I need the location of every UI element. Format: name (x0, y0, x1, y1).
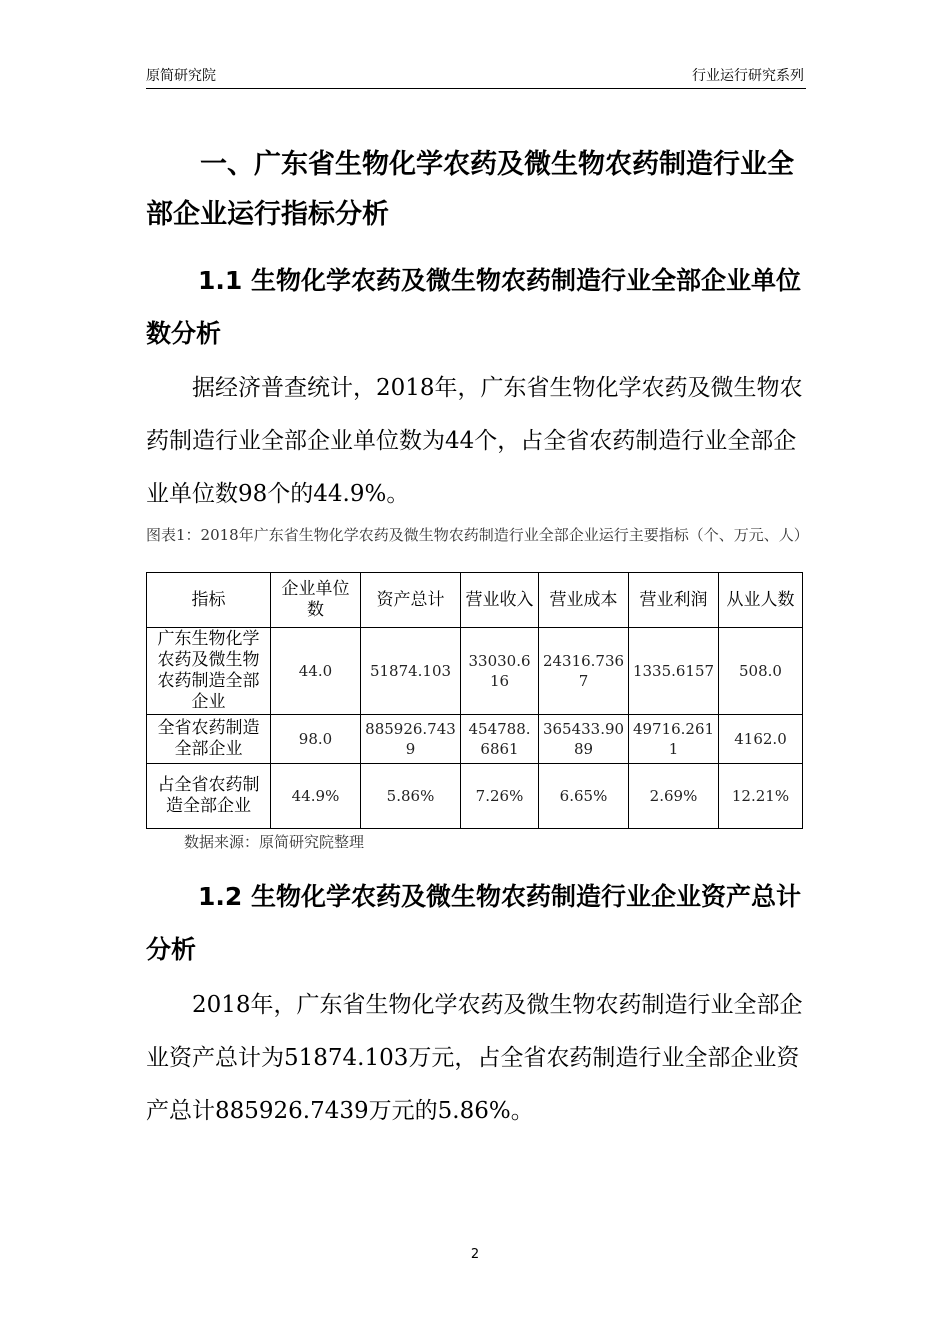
table-cell: 4162.0 (719, 715, 803, 764)
table-cell: 7.26% (461, 764, 539, 829)
table-header-cell: 企业单位数 (271, 573, 361, 628)
table-header-cell: 营业成本 (539, 573, 629, 628)
section-1-1-paragraph: 据经济普查统计，2018年，广东省生物化学农药及微生物农药制造行业全部企业单位数为44个，占全省农药制造行业全部企业单位数98个的44.9%。 (146, 375, 803, 507)
table-row (147, 764, 803, 829)
table-caption: 图表1：2018年广东省生物化学农药及微生物农药制造行业全部企业运行主要指标（个、万元、人） (146, 526, 809, 544)
header-divider (146, 88, 806, 89)
table-cell: 508.0 (719, 628, 803, 715)
table-header-row (147, 573, 803, 628)
page-number: 2 (470, 1247, 480, 1262)
table-cell: 33030.616 (461, 628, 539, 715)
table-cell: 6.65% (539, 764, 629, 829)
header-org-name: 原简研究院 (146, 68, 216, 84)
table-cell: 51874.103 (361, 628, 461, 715)
table-cell: 44.9% (271, 764, 361, 829)
table-header-cell: 指标 (147, 573, 271, 628)
table-row (147, 715, 803, 764)
table-cell: 12.21% (719, 764, 803, 829)
header-series-name: 行业运行研究系列 (692, 68, 804, 84)
table-cell: 885926.7439 (361, 715, 461, 764)
table-row (147, 628, 803, 715)
section-1-2-paragraph: 2018年，广东省生物化学农药及微生物农药制造行业全部企业资产总计为51874.103万元，占全省农药制造行业全部企业资产总计885926.7439万元的5.86%。 (146, 992, 803, 1124)
table-cell: 49716.2611 (629, 715, 719, 764)
table-cell: 1335.6157 (629, 628, 719, 715)
table-cell: 365433.9089 (539, 715, 629, 764)
table-cell: 24316.7367 (539, 628, 629, 715)
table-row-label: 占全省农药制造全部企业 (147, 764, 271, 829)
table-cell: 98.0 (271, 715, 361, 764)
table-header-cell: 从业人数 (719, 573, 803, 628)
table-header-cell: 营业利润 (629, 573, 719, 628)
table-source-note: 数据来源：原简研究院整理 (184, 833, 365, 851)
section-1-1-heading: 1.1 生物化学农药及微生物农药制造行业全部企业单位数分析 (146, 266, 801, 348)
chapter-heading: 一、广东省生物化学农药及微生物农药制造行业全部企业运行指标分析 (146, 149, 794, 230)
table-cell: 5.86% (361, 764, 461, 829)
table-cell: 44.0 (271, 628, 361, 715)
table-cell: 454788.6861 (461, 715, 539, 764)
table-row-label: 全省农药制造全部企业 (147, 715, 271, 764)
section-1-2-heading: 1.2 生物化学农药及微生物农药制造行业企业资产总计分析 (146, 882, 801, 964)
table-cell: 2.69% (629, 764, 719, 829)
indicator-table (146, 572, 803, 829)
table-header-cell: 资产总计 (361, 573, 461, 628)
table-header-cell: 营业收入 (461, 573, 539, 628)
table-row-label: 广东生物化学农药及微生物农药制造全部企业 (147, 628, 271, 715)
